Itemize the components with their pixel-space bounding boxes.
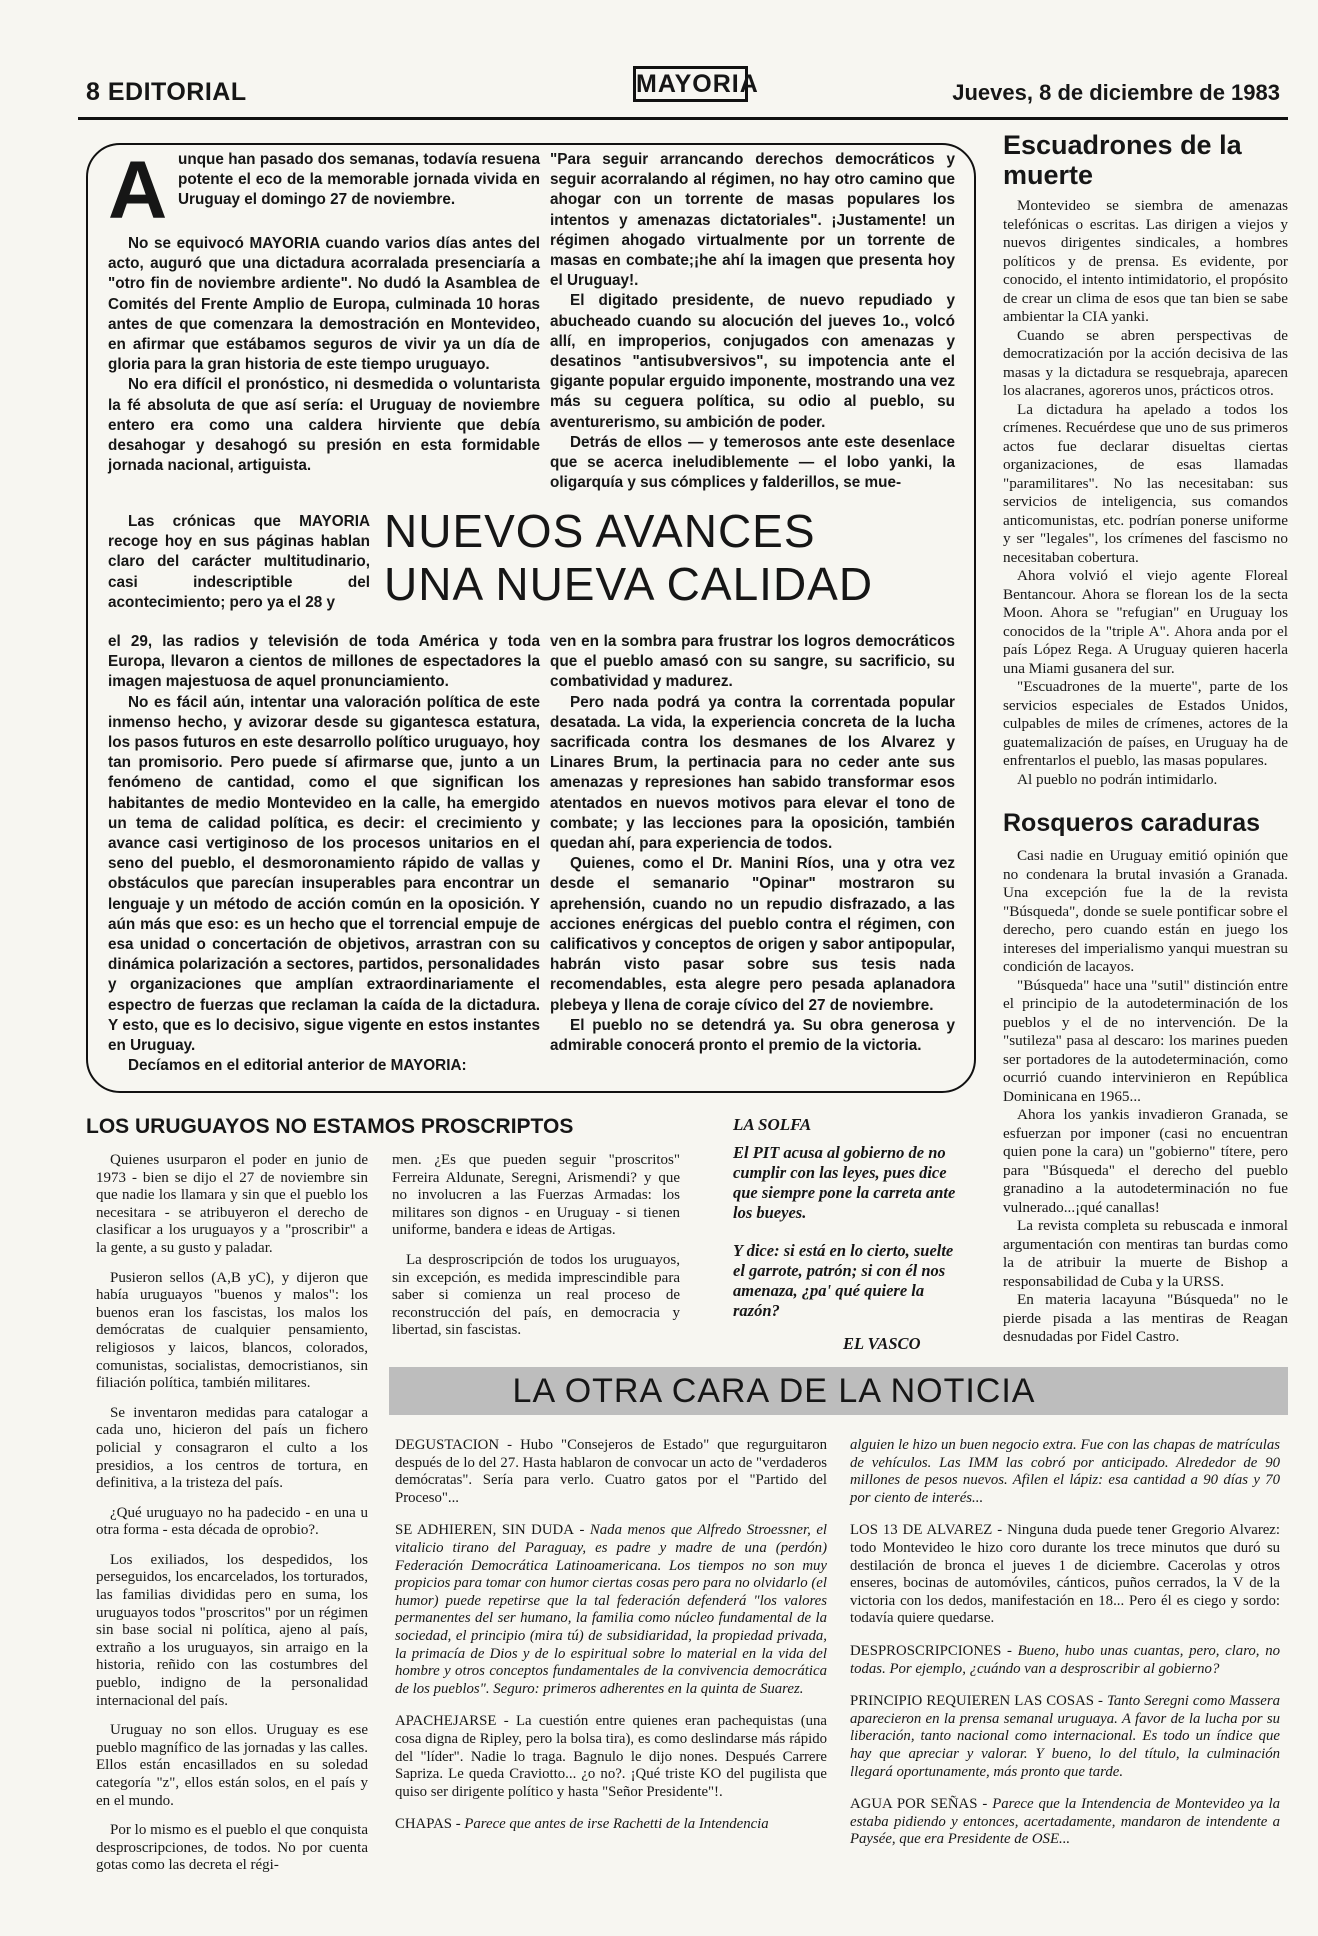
news-brief-keyword: AGUA POR SEÑAS (850, 1796, 978, 1813)
news-brief-text: alguien le hizo un buen negocio extra. Fue con las chapas de matrículas de vehículos. Las IMM las cobró por anticipado. Alrededor de 90 millones de pesos nuevos. Afilen el lápiz: esa cantidad a 90 días y 70 por ciento de interés... (850, 1437, 1280, 1506)
editorial-column-right-lower (550, 632, 955, 1056)
news-brief (850, 1693, 1280, 1781)
article-paragraph: Casi nadie en Uruguay emitió opinión que no condenara la brutal invasión a Granada. Una excepción fue la de la revista "Búsqueda", donde se suele pontificar sobre el derecho, pero cuando están en juego los intereses del imperialismo yanqui muestran su condición de lacayos. (1003, 847, 1288, 975)
proscriptos-column-2 (392, 1152, 680, 1352)
article-paragraph: La desproscripción de todos los uruguayos, sin excepción, es medida imprescindible para saber si comienza un real proceso de reconstrucción del país, en democracia y libertad, sin fascistas. (392, 1251, 680, 1339)
escuadrones-title: Escuadrones de la muerte (1003, 130, 1242, 190)
rosqueros-body (1003, 847, 1288, 1347)
news-brief (395, 1522, 827, 1698)
solfa-stanza: Y dice: si está en lo cierto, suelte el garrote, patrón; si con él nos amenaza, ¿pa' qué quiere la razón? (733, 1241, 954, 1320)
news-brief-text: - Bueno, hubo unas cuantas, pero, claro, no todas. Por ejemplo, ¿cuándo van a desproscribir al gobierno? (850, 1642, 1280, 1677)
article-paragraph: Cuando se abren perspectivas de democratización por la acción decisiva de las masas y la dictadura se resquebraja, aparecen los alacranes, agoreros unos, prácticos otros. (1003, 326, 1288, 399)
editorial-column-right (550, 150, 955, 493)
article-paragraph: En materia lacayuna "Búsqueda" no le pierde pisada a las mentiras de Reagan desnudadas por Fidel Castro. (1003, 1291, 1288, 1345)
article-paragraph: Montevideo se siembra de amenazas telefónicas o escritas. Las dirigen a viejos y nuevos dirigentes sindicales, a hombres políticos y de prensa. Es evidente, por conocido, el intento intimidatorio, el propósito de crear un clima de esos que tan bien se sabe ambientar la CIA yanki. (1003, 197, 1288, 325)
article-paragraph: La dictadura ha apelado a todos los crímenes. Recuérdese que uno de sus primeros actos fue declarar disueltas ciertas organizaciones, de esas llamadas "paramilitares". No las necesitaban: sus servicios de inteligencia, sus comandos anticomunistas, etc. podrían ponerse uniforme y ser "legales", los crímenes del fascismo no necesitaban cobertura. (1003, 400, 1288, 566)
editorial-paragraph: ven en la sombra para frustrar los logros democráticos que el pueblo amasó con su sangre, su sacrificio, su combatividad y madurez. (550, 633, 955, 691)
editorial-lead-text: unque han pasado dos semanas, todavía resuena potente el eco de la memorable jornada vivida en Uruguay el domingo 27 de noviembre. (178, 151, 540, 209)
editorial-paragraph: No era difícil el pronóstico, ni desmedida o voluntarista la fé absoluta de que así sería: el Uruguay de noviembre entero era como una caldera hirviente que debía desahogar y desahogó su presión en esta formidable jornada nacional, artiguista. (108, 376, 540, 475)
proscriptos-column-1 (96, 1152, 368, 1887)
editorial-headline (384, 505, 974, 611)
rosqueros-title: Rosqueros caraduras (1003, 809, 1261, 837)
editorial-paragraph: No es fácil aún, intentar una valoración política de este inmenso hecho, y avizorar desde su gigantesca estatura, los pasos futuros en este desarrollo político uruguayo, hoy tan promisorio. Pero puede sí afirmarse que, junto a un fenómeno de cantidad, como el que significan los habitantes de medio Montevideo en la calle, ha emergido un tema de calidad política, es decir: el crecimiento y avance casi vertiginoso de los procesos unitarios en el seno del pueblo, el desmoronamiento rápido de vallas y obstáculos que parecían insuperables para encontrar un lenguaje y un método de acción común en la oposición. Y aún más que eso: es un hecho que el torrencial empuje de esa unidad o concertación de objetivos, arrastran con su dinámica polarización a sectores, partidos, personalidades y organizaciones que amplían extraordinariamente el espectro de fuerzas que reclaman la caída de la dictadura. Y esto, que es lo decisivo, sigue vigente en estos instantes en Uruguay. (108, 693, 540, 1055)
headline-line-2: UNA NUEVA CALIDAD (384, 558, 874, 610)
article-paragraph: Se inventaron medidas para catalogar a cada uno, hicieron del país un fichero policial y consagraron el culto a los presidios, a los centros de tortura, en definitiva, a la tristeza del país. (96, 1404, 368, 1492)
news-brief-keyword: DEGUSTACION (395, 1437, 500, 1453)
editorial-column-left-lower (108, 632, 540, 1076)
article-paragraph: Quienes usurparon el poder en junio de 1973 - bien se dijo el 27 de noviembre sin que nadie los llamara y sin que el pueblo los necesitara - se atribuyeron el derecho de clasificar a los uruguayos y a "proscribir" a la gente, a su gusto y paladar. (96, 1152, 368, 1256)
editorial-paragraph: "Para seguir arrancando derechos democráticos y seguir acorralando al régimen, no hay otro camino que ahogar con un torrente de masas populares los intentos y amenazas dictatoriales". ¡Justamente! un régimen ahogado virtualmente por un torrente de masas en combate;¡he ahí la imagen que presenta hoy el Uruguay!. (550, 151, 955, 290)
header-rule (78, 117, 1288, 120)
editorial-paragraph: Quienes, como el Dr. Manini Ríos, una y otra vez desde el semanario "Opinar" mostraron su aprehensión, cuando no un repudio disfrazado, a las acciones enérgicas del pueblo contra el régimen, con calificativos y conceptos de origen y sabor antipopular, habrán visto pasar sobre sus tesis nada recomendables, esta alegre pero pesada aplanadora plebeya y llena de coraje cívico del 27 de noviembre. (550, 855, 955, 1014)
otra-cara-column-1 (395, 1437, 827, 1849)
news-brief (850, 1437, 1280, 1507)
article-paragraph: Los exiliados, los despedidos, los perseguidos, los encarcelados, los torturados, las familias divididas pero en suma, los uruguayos todos "proscritos" por un régimen sin base social ni política, ajeno al país, extraño a los uruguayos, sin arraigo en la historia, reñido con las costumbres del pueblo, indigno de la personalidad internacional del país. (96, 1551, 368, 1709)
editorial-paragraph: Decíamos en el editorial anterior de MAYORIA: (128, 1057, 467, 1075)
proscriptos-title: LOS URUGUAYOS NO ESTAMOS PROSCRIPTOS (86, 1115, 574, 1138)
article-paragraph: Al pueblo no podrán intimidarlo. (1017, 770, 1218, 788)
editorial-paragraph: Pero nada podrá ya contra la correntada popular desatada. La vida, la experiencia concreta de la lucha sacrificada contra los desmanes de los Alvarez y Linares Brum, la pertinacia para no ceder ante sus amenazas y represiones han sabido transformar esos atentados en nuevos motivos para elevar el tono de combate; y las lecciones para la oposición, también quedan ahí, para experiencia de todos. (550, 693, 955, 853)
news-brief-keyword: SE ADHIEREN, SIN DUDA (395, 1522, 574, 1539)
editorial-paragraph: Detrás de ellos — y temerosos ante este desenlace que se acerca ineludiblemente — el lobo yanki, la oligarquía y sus cómplices y falderillos, se mue- (550, 433, 955, 492)
news-brief-text: - Ninguna duda puede tener Gregorio Alvarez: todo Montevideo le hizo coro durante los trece minutos que duró su destilación de bronca el jueves 1 de diciembre. Cacerolas y otros enseres, bocinas de automóviles, cánticos, puños cerrados, la V de la victoria con los dedos, manifestación en 18... Pero él es ciego y sordo: todavía quiere quedarse. (850, 1522, 1280, 1627)
la-solfa-box (733, 1115, 968, 1321)
solfa-title: LA SOLFA (733, 1115, 812, 1134)
section-label: 8 EDITORIAL (86, 78, 247, 106)
news-brief-text: - Hubo "Consejeros de Estado" que regurguitaron después de lo del 27. Hasta hablaron de convocar un acto de "verdaderos demócratas". Sería para verlo. Cuatro gatos por el "Partido del Proceso"... (395, 1437, 827, 1506)
news-brief (850, 1796, 1280, 1849)
newspaper-logo: MAYORIA (633, 66, 748, 102)
news-brief (395, 1816, 827, 1834)
editorial-paragraph: Las crónicas que MAYORIA recoge hoy en sus páginas hablan claro del carácter multitudinario, casi indescriptible del acontecimiento; pero ya el 28 y (108, 513, 370, 611)
solfa-author: EL VASCO (843, 1334, 921, 1353)
news-brief-keyword: LOS 13 DE ALVAREZ (850, 1522, 993, 1539)
editorial-paragraph: El pueblo no se detendrá ya. Su obra generosa y admirable conocerá pronto el premio de la victoria. (550, 1016, 955, 1055)
news-brief-text: - Nada menos que Alfredo Stroessner, el vitalicio tirano del Paraguay, es padre y madre de una (perdón) Federación Democrática Latinoamericana. Los tiempos no son muy propicios para tomar con humor ciertas cosas pero para no olvidarlo (el humor) puede repetirse que la tal federación defenderá "los valores permanentes del ser humano, la familia como núcleo fundamental de la sociedad, el principio (mira tú) de subsidiaridad, la propiedad privada, la primacía de Dios y de lo espiritual sobre lo material en la vida del hombre y otros conceptos fundamentales de la convivencia democrática de los pueblos". Seguro: primeros adherentes en la quinta de Suarez. (395, 1522, 828, 1697)
editorial-lead (178, 150, 540, 211)
news-brief-keyword: CHAPAS (395, 1816, 453, 1833)
otra-cara-title: LA OTRA CARA DE LA NOTICIA (512, 1372, 1036, 1410)
solfa-stanza: El PIT acusa al gobierno de no cumplir con las leyes, pues dice que siempre pone la carreta ante los bueyes. (733, 1143, 956, 1222)
editorial-paragraph: El digitado presidente, de nuevo repudiado y abucheado cuando su alocución del jueves 1o., volcó allí, en improperios, conjugados con amenazas y desatinos "antisubversivos", su impotencia ante el gigante popular erguido imponente, mostrando una vez más su ceguera política, su odio al pueblo, su aventurerismo, su ambición de poder. (550, 292, 955, 431)
editorial-paragraph: No se equivocó MAYORIA cuando varios días antes del acto, auguró que una dictadura acorralada presenciaría a "otro fin de noviembre ardiente". No dudó la Asamblea de Comités del Frente Amplio de Europa, culminada 10 horas antes de que comenzara la demostración en Montevideo, en afirmar que estábamos seguros de vivir ya un día de gloria para la gran historia de este tiempo uruguayo. (108, 235, 540, 374)
article-paragraph: Uruguay no son ellos. Uruguay es ese pueblo magnífico de las jornadas y las calles. Ellos están encasillados en su soledad categoría "z", ellos están solos, en el país y en el mundo. (96, 1722, 368, 1809)
issue-date: Jueves, 8 de diciembre de 1983 (952, 80, 1280, 105)
editorial-column-left (108, 234, 540, 476)
editorial-paragraph: el 29, las radios y televisión de toda América y toda Europa, llevaron a cientos de millones de espectadores la imagen majestuosa de aquel pronunciamiento. (108, 633, 540, 691)
article-paragraph: men. ¿Es que pueden seguir "proscritos" Ferreira Aldunate, Seregni, Arismendi? y que no involucren a las Fuerzas Armadas: los militares son dignos - en Uruguay - si tienen uniforme, bandera e ideas de Artigas. (392, 1152, 680, 1239)
article-paragraph: "Escuadrones de la muerte", parte de los servicios especiales de Estados Unidos, culpables de miles de crímenes, actores de la guatemalización de países, en Uruguay ha de enfrentarlos el pueblo, las masas populares. (1003, 678, 1288, 769)
news-brief-text: - Parece que la Intendencia de Montevideo ya la estaba pidiendo y entonces, acertadamente, mandaron de intendente a Paysée, que era Presidente de OSE... (850, 1796, 1280, 1848)
news-brief-keyword: APACHEJARSE (395, 1713, 497, 1730)
escuadrones-body (1003, 197, 1288, 789)
news-brief-keyword: PRINCIPIO REQUIEREN LAS COSAS (850, 1693, 1094, 1710)
news-brief-text: - Parece que antes de irse Rachetti de la Intendencia (452, 1816, 769, 1833)
news-brief (395, 1437, 827, 1507)
article-paragraph: Por lo mismo es el pueblo el que conquista desproscripciones, de todos. No por cuenta gotas como las decreta el régi- (96, 1822, 368, 1874)
drop-cap: A (108, 145, 168, 236)
article-paragraph: Ahora los yankis invadieron Granada, se esfuerzan por imponer (casi no encuentran quien pone la cara) un "gobierno" títere, pero para "Búsqueda" el derecho del pueblo granadino a la autodeterminación no fue vulnerado...¡qué canallas! (1003, 1106, 1288, 1216)
news-brief (395, 1713, 827, 1801)
news-brief-text: - Tanto Seregni como Massera aparecieron en la prensa semanal uruguaya. A favor de la lucha por su liberación, tanto nacional como internacional. Es todo un índice que hay que apreciar y valorar. Y bueno, lo del título, la culminación llegará oportunamente, más pronto que tarde. (850, 1693, 1280, 1780)
news-brief (850, 1522, 1280, 1628)
news-brief (850, 1643, 1280, 1678)
otra-cara-column-2 (850, 1437, 1280, 1864)
news-brief-keyword: DESPROSCRIPCIONES (850, 1642, 1002, 1659)
news-brief-text: - La cuestión entre quienes eran pachequistas (una cosa digna de Ripley, pero la bolsa tira), es como deslindarse más rápido del "líder". Nadie lo traga. Bagnulo le dijo nones. Después Carrere Sapriza. Le queda Craviotto... ¿o no?. ¡Qué triste KO del pugilista que quiso ser dirigente político y hasta "Señor Presidente"!. (395, 1713, 827, 1800)
article-paragraph: La revista completa su rebuscada e inmoral argumentación con mentiras tan burdas como la de atribuir la muerte de Bishop a responsabilidad de Cuba y la URSS. (1003, 1217, 1288, 1290)
article-paragraph: Ahora volvió el viejo agente Floreal Bentancour. Ahora se florean los de la secta Moon. Ahora se "refugian" en Uruguay los conocidos de la "triple A". Ahora anda por el país López Rega. A Uruguay quieren hacerla una Miami gusanera del sur. (1003, 567, 1288, 677)
headline-line-1: NUEVOS AVANCES (384, 505, 816, 557)
article-paragraph: Pusieron sellos (A,B yC), y dijeron que había uruguayos "buenos y malos": los buenos eran los fascistas, los malos los demócratas de cualquier pensamiento, religiosos y laicos, blancos, colorados, comunistas, socialistas, democristianos, sin filiación política, también militares. (96, 1269, 368, 1392)
article-paragraph: ¿Qué uruguayo no ha padecido - en una u otra forma - esta década de oprobio?. (96, 1504, 368, 1539)
editorial-column-narrow (108, 512, 370, 613)
article-paragraph: "Búsqueda" hace una "sutil" distinción entre el principio de la autodeterminación de los pueblos y el de no intervención. De la "sutileza" pasa al descaro: los marines pueden ser portadores de la autodeterminación, como ocurrió cuando intervinieron en República Dominicana en 1965... (1003, 976, 1288, 1105)
